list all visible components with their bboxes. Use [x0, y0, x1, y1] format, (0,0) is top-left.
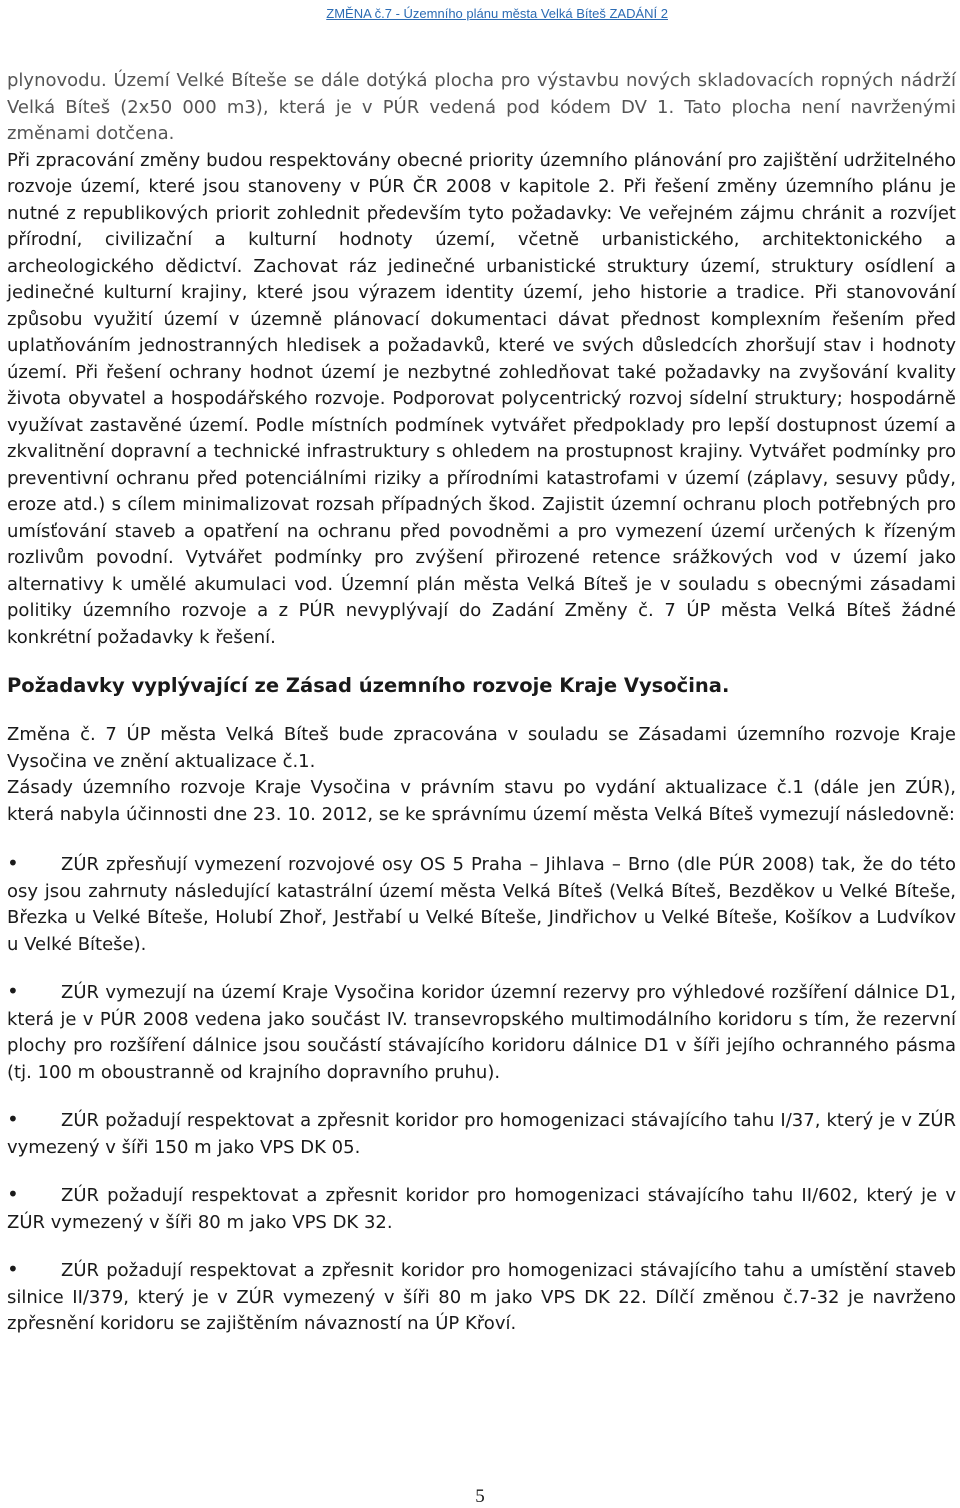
list-item	[7, 978, 956, 1086]
bullet-icon	[7, 978, 61, 1007]
list-item-text: ZÚR požadují respektovat a zpřesnit koridor pro homogenizaci stávajícího tahu II/602, který je v ZÚR vymezený v šíři 80 m jako VPS DK 32.	[7, 1185, 956, 1233]
running-header: ZMĚNA č.7 - Územního plánu města Velká Bíteš ZADÁNÍ 2	[326, 6, 668, 21]
document-body	[7, 68, 956, 1358]
list-item	[7, 850, 956, 958]
bullet-icon	[7, 1181, 61, 1210]
bullet-icon	[7, 1256, 61, 1285]
paragraph-zur-definition: Zásady územního rozvoje Kraje Vysočina v právním stavu po vydání aktualizace č.1 (dále jen ZÚR), která nabyla účinnosti dne 23. 10. 2012, se ke správnímu území města Velká Bíteš vymezují následovně:	[7, 777, 956, 825]
paragraph-priorities: Při zpracování změny budou respektovány obecné priority územního plánování pro zajištění udržitelného rozvoje území, které jsou stanoveny v PÚR ČR 2008 v kapitole 2. Při řešení změny územního plánu je nutné z republikových priorit zohlednit především tyto požadavky: Ve veřejném zájmu chránit a rozvíjet přírodní, civilizační a kulturní hodnoty území, včetně urbanistického, architektonického a archeologického dědictví. Zachovat ráz jedinečné urbanistické struktury území, struktury osídlení a jedinečné kulturní krajiny, které jsou výrazem identity území, jeho historie a tradice. Při stanovování způsobu využití území v územně plánovací dokumentaci dávat přednost komplexním řešením před uplatňováním jednostranných hledisek a požadavků, které ve svých důsledcích zhoršují stav i hodnoty území. Při řešení ochrany hodnot území je nezbytné zohledňovat také požadavky na zvyšování kvality života obyvatel a hospodářského rozvoje. Podporovat polycentrický rozvoj sídelní struktury; hospodárně využívat zastavěné území. Podle místních podmínek vytvářet předpoklady pro lepší dostupnost území a zkvalitnění dopravní a technické infrastruktury s ohledem na prostupnost krajiny. Vytvářet podmínky pro preventivní ochranu před potenciálními riziky a přírodními katastrofami v území (záplavy, sesuvy půdy, eroze atd.) s cílem minimalizovat rozsah případných škod. Zajistit územní ochranu ploch potřebných pro umísťování staveb a opatření na ochranu před povodněmi a pro vymezení území určených k řízeným rozlivům povodní. Vytvářet podmínky pro zvýšení přirozené retence srážkových vod v území jako alternativy k umělé akumulaci vod. Územní plán města Velká Bíteš je v souladu s obecnými zásadami politiky územního rozvoje a z PÚR nevyplývají do Zadání Změny č. 7 ÚP města Velká Bíteš žádné konkrétní požadavky k řešení.	[7, 149, 956, 648]
list-item	[7, 1256, 956, 1338]
zur-intro-block	[7, 722, 956, 828]
paragraph-zur-compliance: Změna č. 7 ÚP města Velká Bíteš bude zpracována v souladu se Zásadami územního rozvoje Kraje Vysočina ve znění aktualizace č.1.	[7, 724, 956, 772]
paragraph-intro: plynovodu. Území Velké Bíteše se dále dotýká plocha pro výstavbu nových skladovacích ropných nádrží Velká Bíteš (2x50 000 m3), která je v PÚR vedená pod kódem DV 1. Tato plocha není navrženými změnami dotčena.	[7, 70, 956, 144]
list-item-text: ZÚR vymezují na území Kraje Vysočina koridor územní rezervy pro výhledové rozšíření dálnice D1, která je v PÚR 2008 vedena jako součást IV. transevropského multimodálního koridoru s tím, že rezervní plochy pro rozšíření dálnice jsou součástí stávajícího koridoru dálnice D1 v šíři jejího ochranného pásma (tj. 100 m oboustranně od krajního dopravního pruhu).	[7, 982, 956, 1083]
requirements-list	[7, 850, 956, 1338]
list-item-text: ZÚR požadují respektovat a zpřesnit koridor pro homogenizaci stávajícího tahu I/37, který je v ZÚR vymezený v šíři 150 m jako VPS DK 05.	[7, 1110, 956, 1158]
bullet-icon	[7, 1106, 61, 1135]
bullet-icon	[7, 850, 61, 879]
list-item-text: ZÚR požadují respektovat a zpřesnit koridor pro homogenizaci stávajícího tahu a umístění staveb silnice II/379, který je v ZÚR vymezený v šíři 80 m jako VPS DK 22. Dílčí změnou č.7-32 je navrženo zpřesnění koridoru se zajištěním návazností na ÚP Křoví.	[7, 1260, 956, 1334]
list-item	[7, 1106, 956, 1161]
page-number: 5	[475, 1486, 485, 1507]
section-heading: Požadavky vyplývající ze Zásad územního rozvoje Kraje Vysočina.	[7, 674, 730, 697]
list-item-text: ZÚR zpřesňují vymezení rozvojové osy OS 5 Praha – Jihlava – Brno (dle PÚR 2008) tak, že do této osy jsou zahrnuty následující katastrální území města Velká Bíteš (Velká Bíteš, Bezděkov u Velké Bíteše, Březka u Velké Bíteše, Holubí Zhoř, Jestřabí u Velké Bíteše, Jindřichov u Velké Bíteše, Košíkov a Ludvíkov u Velké Bíteše).	[7, 854, 956, 955]
list-item	[7, 1181, 956, 1236]
